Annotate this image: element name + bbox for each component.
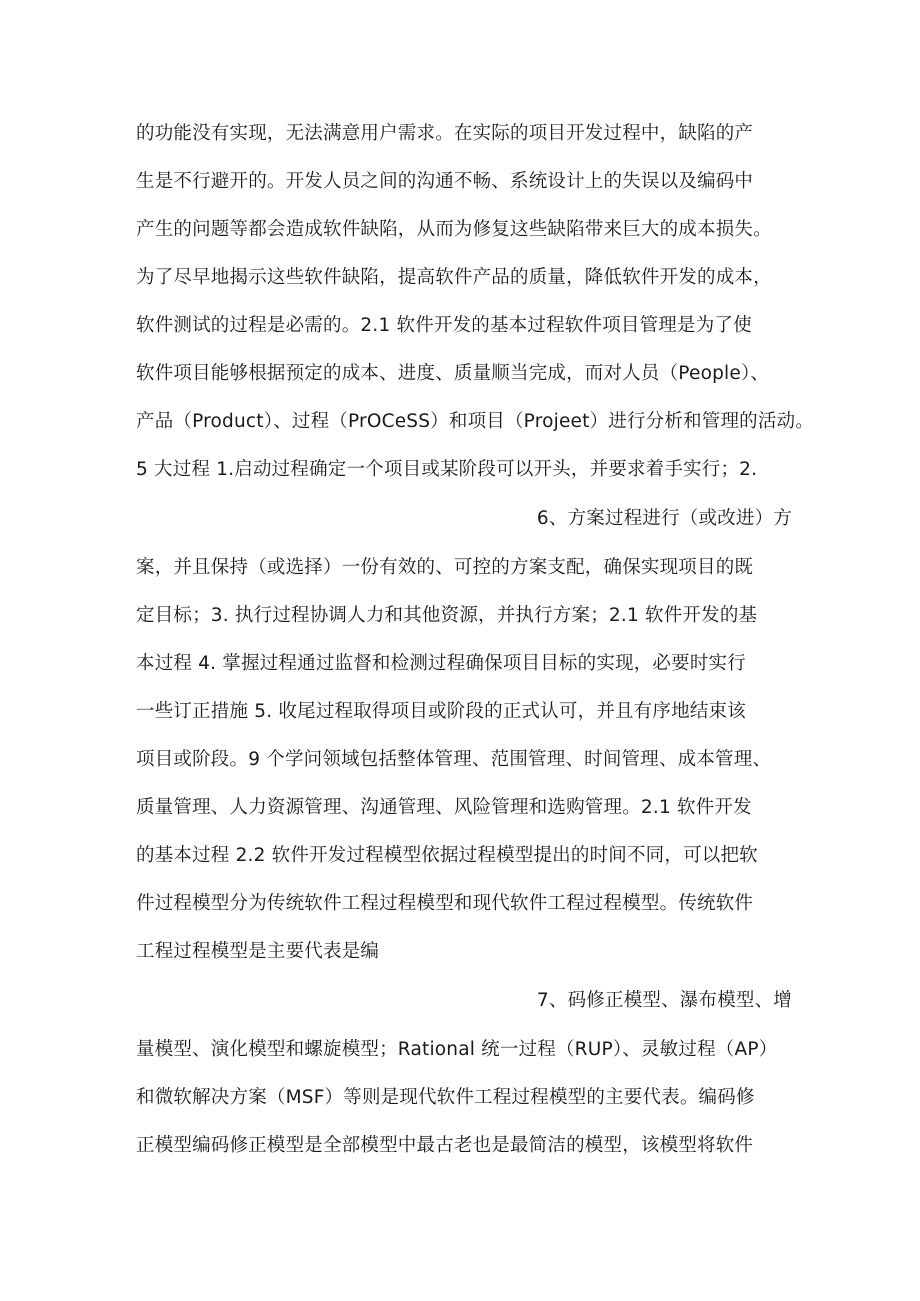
text-line: 一些订正措施 5. 收尾过程取得项目或阶段的正式认可，并且有序地结束该	[136, 701, 746, 722]
text-line: 本过程 4. 掌握过程通过监督和检测过程确保项目目标的实现，必要时实行	[136, 653, 746, 674]
text-line: 定目标；3. 执行过程协调人力和其他资源，并执行方案；2.1 软件开发的基	[136, 605, 758, 626]
text-line: 的基本过程 2.2 软件开发过程模型依据过程模型提出的时间不同，可以把软	[136, 845, 758, 866]
text-line: 质量管理、人力资源管理、沟通管理、风险管理和选购管理。2.1 软件开发	[136, 797, 752, 818]
text-line: 的功能没有实现，无法满意用户需求。在实际的项目开发过程中，缺陷的产	[136, 123, 754, 144]
text-line: 软件项目能够根据预定的成本、进度、质量顺当完成，而对人员（People）、	[136, 363, 770, 384]
text-line: 为了尽早地揭示这些软件缺陷，提高软件产品的质量，降低软件开发的成本，	[136, 267, 772, 288]
text-line: 生是不行避开的。开发人员之间的沟通不畅、系统设计上的失误以及编码中	[136, 171, 754, 192]
text-line: 产品（Product）、过程（PrOCeSS）和项目（Projeet）进行分析和管理的活动。	[136, 411, 814, 432]
text-line: 件过程模型分为传统软件工程过程模型和现代软件工程过程模型。传统软件	[136, 893, 754, 914]
text-line: 产生的问题等都会造成软件缺陷，从而为修复这些缺陷带来巨大的成本损失。	[136, 219, 772, 240]
text-line: 项目或阶段。9 个学问领域包括整体管理、范围管理、时间管理、成本管理、	[136, 749, 772, 770]
text-line: 5 大过程 1.启动过程确定一个项目或某阶段可以开头，并要求着手实行；2.	[136, 459, 758, 480]
text-line: 和微软解决方案（MSF）等则是现代软件工程过程模型的主要代表。编码修	[136, 1087, 755, 1108]
section-heading-line: 7、码修正模型、瀑布模型、增	[536, 990, 792, 1011]
text-line: 案，并且保持（或选择）一份有效的、可控的方案支配，确保实现项目的既	[136, 557, 754, 578]
text-line: 工程过程模型是主要代表是编	[136, 941, 380, 962]
text-line: 量模型、演化模型和螺旋模型；Rational 统一过程（RUP）、灵敏过程（AP）	[136, 1039, 778, 1060]
text-line: 软件测试的过程是必需的。2.1 软件开发的基本过程软件项目管理是为了使	[136, 315, 752, 336]
section-heading-line: 6、方案过程进行（或改进）方	[536, 508, 792, 529]
text-line: 正模型编码修正模型是全部模型中最古老也是最简洁的模型，该模型将软件	[136, 1135, 754, 1156]
